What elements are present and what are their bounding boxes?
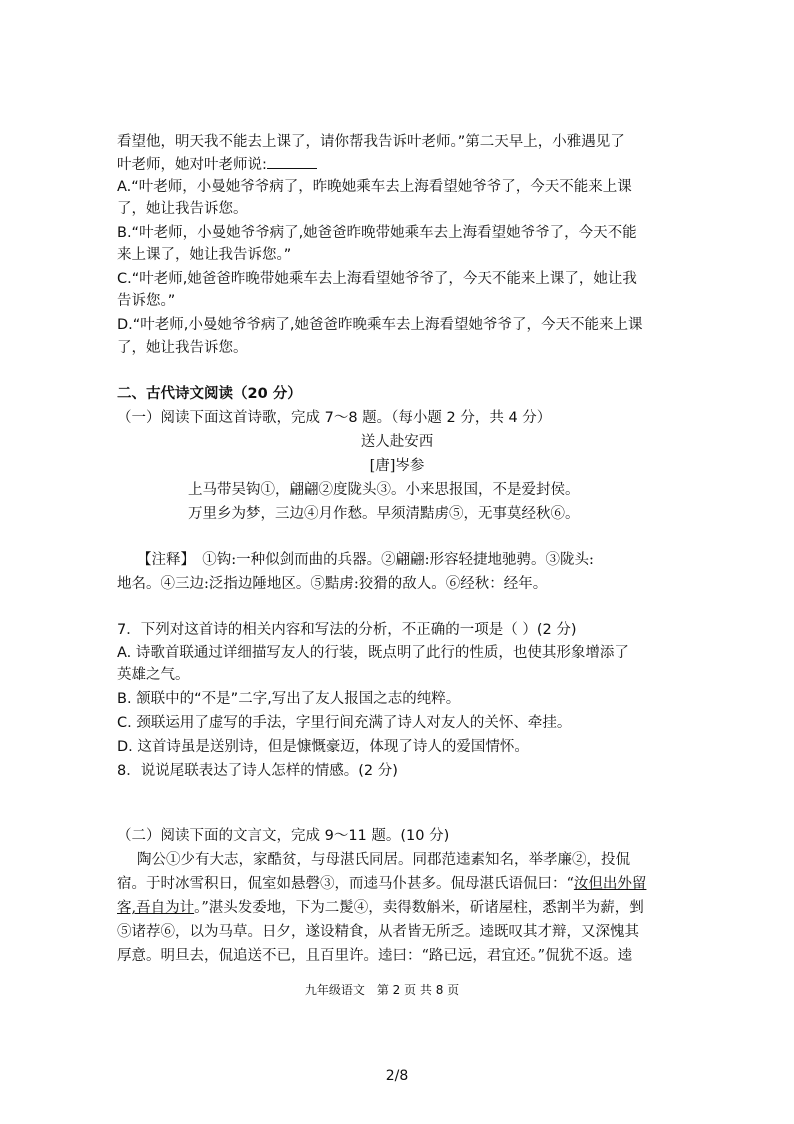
- part2-intro: （二）阅读下面的文言文，完成 9～11 题。(10 分): [117, 828, 450, 844]
- notes-line-1: 【注释】 ①钩:一种似剑而曲的兵器。②翩翩:形容轻捷地驰骋。③陇头:: [137, 552, 594, 568]
- q7-option-a-line-2: 英雄之气。: [117, 667, 190, 683]
- answer-blank: [267, 154, 317, 169]
- classical-text-line-2: [117, 874, 646, 894]
- q6-option-c-line-2: 告诉您。”: [117, 293, 176, 309]
- poem-title: 送人赴安西: [360, 434, 434, 450]
- q7-option-a-line-1: A. 诗歌首联通过详细描写友人的行装，既点明了此行的性质，也使其形象增添了: [117, 645, 629, 661]
- classical-text-line-1: 陶公①少有大志，家酷贫，与母湛氏同居。同郡范逵素知名，举孝廉②，投侃: [137, 852, 630, 868]
- q6-stem-line-2: [117, 154, 317, 175]
- classical-text-line-4: ⑤诸荐⑥，以为马草。日夕，遂设精食，从者皆无所乏。逵既叹其才辩，又深愧其: [117, 924, 639, 940]
- q6-option-a-line-1: A.“叶老师，小曼她爷爷病了，昨晚她乘车去上海看望她爷爷了，今天不能来上课: [117, 179, 632, 195]
- poem-line-1: 上马带吴钩①，翩翩②度陇头③。小来思报国，不是爱封侯。: [188, 482, 580, 498]
- section-heading: 二、古代诗文阅读（20 分）: [117, 386, 302, 402]
- notes-line-2: 地名。④三边:泛指边陲地区。⑤黠虏:狡猾的敌人。⑥经秋：经年。: [117, 576, 548, 592]
- q6-stem-text: 叶老师，她对叶老师说:: [117, 157, 267, 173]
- classical-text-line-5: 厚意。明旦去，侃追送不已，且百里许。逵曰：“路已远，君宜还。”侃犹不返。逵: [117, 948, 633, 964]
- q6-option-a-line-2: 了，她让我告诉您。: [117, 201, 248, 217]
- q6-option-d-line-2: 了，她让我告诉您。: [117, 340, 248, 356]
- classical-text-segment: 。”湛头发委地，下为二髲④，卖得数斛米，斫诸屋柱，悉割半为薪，剉: [194, 900, 644, 916]
- underlined-phrase-continued: 客,吾自为计: [117, 900, 195, 916]
- q6-option-c-line-1: C.“叶老师,她爸爸昨晚带她乘车去上海看望她爷爷了，今天不能来上课了，她让我: [117, 271, 637, 287]
- q7-option-d: D. 这首诗虽是送别诗，但是慷慨豪迈，体现了诗人的爱国情怀。: [117, 739, 529, 755]
- poem-author: [唐]岑参: [369, 458, 425, 474]
- q6-option-b-line-2: 来上课了，她让我告诉您。”: [117, 247, 292, 263]
- q6-option-d-line-1: D.“叶老师,小曼她爷爷病了,她爸爸昨晚乘车去上海看望她爷爷了，今天不能来上课: [117, 317, 643, 333]
- q6-stem-line-1: 看望他，明天我不能去上课了，请你帮我告诉叶老师。”第二天早上，小雅遇见了: [117, 134, 625, 150]
- q7-option-b: B. 颔联中的“不是”二字,写出了友人报国之志的纯粹。: [117, 691, 461, 707]
- q8-stem: 8．说说尾联表达了诗人怎样的情感。(2 分): [117, 763, 398, 779]
- q7-option-c: C. 颈联运用了虚写的手法，字里行间充满了诗人对友人的关怀、牵挂。: [117, 715, 572, 731]
- part1-intro: （一）阅读下面这首诗歌，完成 7～8 题。（每小题 2 分，共 4 分）: [117, 410, 552, 426]
- classical-text-segment: 宿。于时冰雪积日，侃室如悬磬③，而逵马仆甚多。侃母湛氏语侃曰：“: [117, 876, 574, 892]
- q6-option-b-line-1: B.“叶老师，小曼她爷爷病了,她爸爸昨晚带她乘车去上海看望她爷爷了，今天不能: [117, 225, 637, 241]
- page-number: 2/8: [385, 1068, 409, 1084]
- classical-text-line-3: [117, 898, 644, 918]
- q7-stem: 7．下列对这首诗的相关内容和写法的分析，不正确的一项是（ ）(2 分): [117, 622, 577, 638]
- page-footer: 九年级语文 第 2 页 共 8 页: [304, 983, 460, 997]
- poem-line-2: 万里乡为梦，三边④月作愁。早须清黠虏⑤，无事莫经秋⑥。: [188, 506, 580, 522]
- underlined-phrase: 汝但出外留: [573, 876, 647, 892]
